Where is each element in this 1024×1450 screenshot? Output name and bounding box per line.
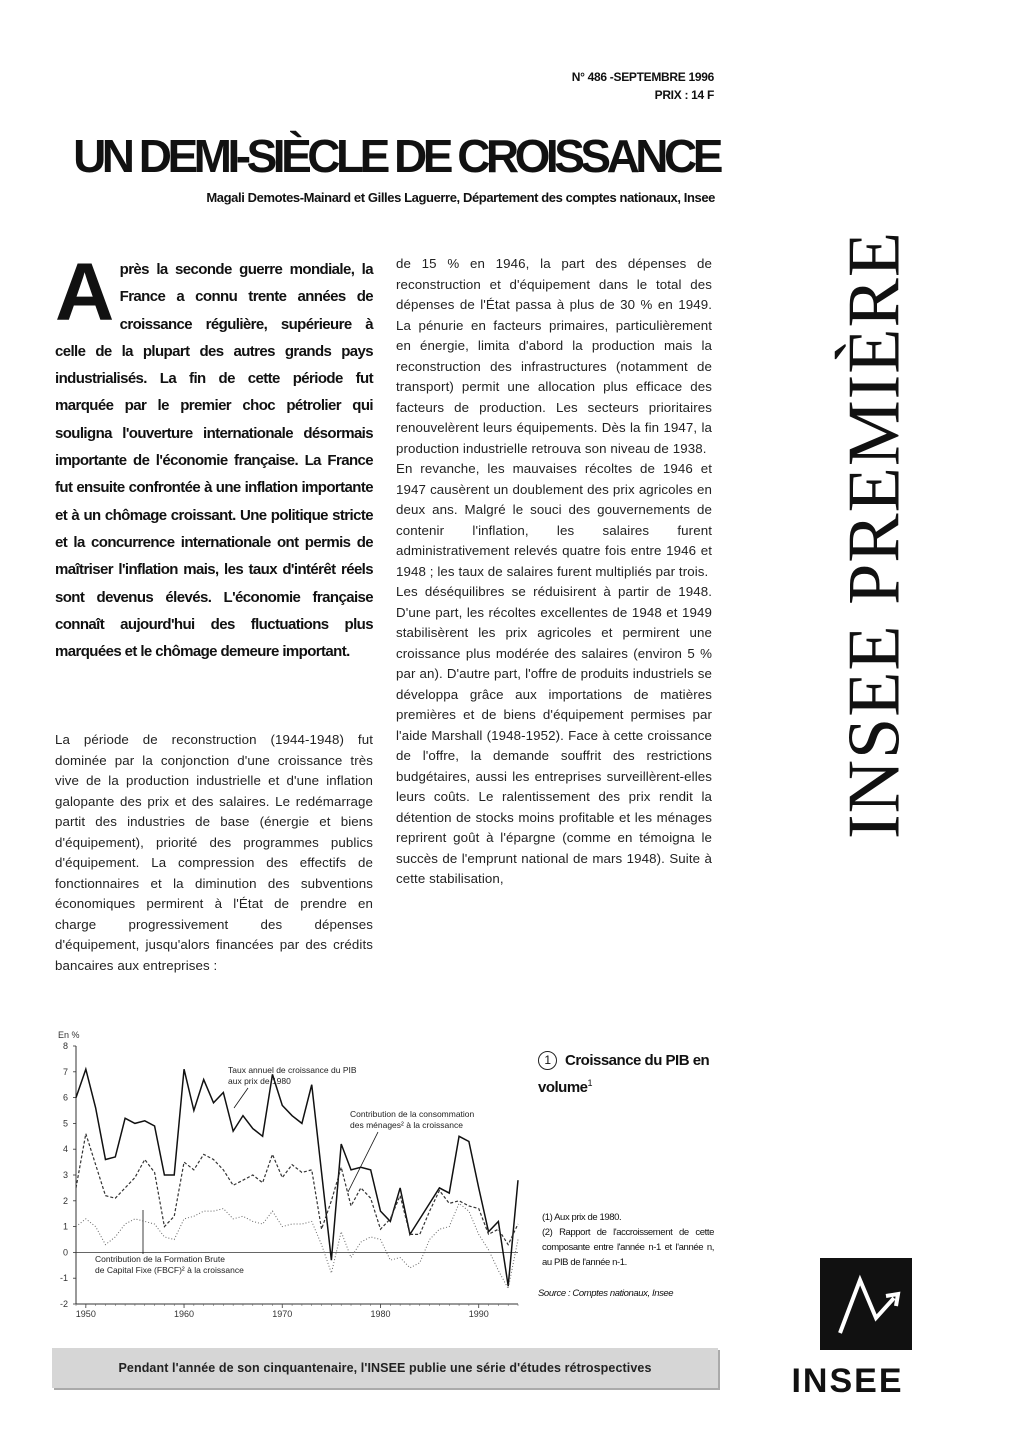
annotation-arrow bbox=[234, 1088, 248, 1108]
chart-notes bbox=[542, 1210, 714, 1270]
y-tick-label: 3 bbox=[62, 1170, 68, 1180]
body-paragraph: Les déséquilibres se réduisirent à partir de 1948. D'une part, les récoltes excellentes de 1948 et 1949 stabilisèrent les prix agricoles et permirent une croissance plus modérée des salaires (environ 5 % par an). D'autre part, l'offre de produits industriels se développa grâce aux importations de matières premières et de biens d'équipement permises par l'aide Marshall (1948-1952). Face à cette croissance de l'offre, la demande souffrit des restrictions budgétaires, aussi les entreprises surveillèrent-elles leurs coûts. Le ralentissement des prix rendit la détention de stocks moins profitable et les ménages reprirent goût à l'épargne (comme en témoigna le succès de l'emprunt national de mars 1948). Suite à cette stabilisation, bbox=[396, 584, 712, 886]
chart-note: (2) Rapport de l'accroissement de cette composante entre l'année n-1 et l'année n, au PIB de l'année n-1. bbox=[542, 1227, 714, 1268]
authors: Magali Demotes-Mainard et Gilles Laguerre, Département des comptes nationaux, Insee bbox=[206, 190, 715, 205]
series-label-fbcf: de Capital Fixe (FBCF)² à la croissance bbox=[95, 1265, 244, 1275]
y-tick-label: 0 bbox=[62, 1247, 68, 1258]
x-tick-label: 1960 bbox=[174, 1309, 195, 1319]
body-column-2 bbox=[396, 254, 712, 890]
issue-number: N° 486 -SEPTEMBRE 1996 bbox=[571, 70, 714, 84]
y-tick-label: 2 bbox=[62, 1195, 68, 1206]
lead-paragraph bbox=[55, 247, 373, 665]
body-paragraph: En revanche, les mauvaises récoltes de 1946 et 1947 causèrent un doublement des prix agricoles en deux ans. Malgré le souci des gouvernements de contenir l'inflation, les salaires furent administrativement relevés quatre fois entre 1946 et 1948 ; les taux de salaires furent multipliés par trois. bbox=[396, 461, 712, 579]
chart-title bbox=[538, 1050, 718, 1099]
chart-number: 1 bbox=[538, 1051, 557, 1070]
body-column-1 bbox=[55, 730, 373, 976]
y-axis-label: En % bbox=[58, 1030, 80, 1040]
y-tick-label: -1 bbox=[59, 1273, 68, 1284]
body-paragraph: La période de reconstruction (1944-1948) fut dominée par la conjonction d'une croissance très vive de la production industrielle et d'une inflation galopante des prix et des salaires. Le redémarrage partit des industries de base (énergie et biens d'équipement), priorité des programmes publics d'équipement. La compression des effectifs de fonctionnaires et la diminution des subventions économiques permirent à l'État de prendre en charge progressivement des dépenses d'équipement, jusqu'alors financées par des crédits bancaires aux entreprises : bbox=[55, 732, 373, 973]
logo-text: INSEE bbox=[791, 1362, 904, 1400]
body-paragraph: de 15 % en 1946, la part des dépenses de reconstruction et d'équipement dans le total des dépenses de l'État passa à plus de 30 % en 1949. La pénurie en facteurs primaires, particulièrement en énergie, limita d'abord la production mais la reconstruction des infrastructures (notamment de transport) permit une allocation plus efficace des facteurs de production. Les secteurs prioritaires renouvelèrent leurs équipements. Dès la fin 1947, la production industrielle retrouva son niveau de 1938. bbox=[396, 256, 712, 456]
y-tick-label: 5 bbox=[62, 1118, 68, 1129]
series-line-1 bbox=[76, 1134, 518, 1245]
chart-source: Source : Comptes nationaux, Insee bbox=[538, 1288, 674, 1299]
logo-emblem bbox=[820, 1258, 912, 1350]
y-tick-label: 1 bbox=[62, 1221, 68, 1232]
price: PRIX : 14 F bbox=[654, 88, 714, 102]
insee-logo bbox=[780, 1258, 915, 1400]
chart-title-text: Croissance du PIB en volume bbox=[538, 1052, 710, 1096]
x-tick-label: 1950 bbox=[75, 1309, 96, 1319]
series-title bbox=[835, 170, 915, 900]
y-tick-label: 6 bbox=[62, 1092, 68, 1103]
logo-mark-icon bbox=[820, 1258, 912, 1350]
y-tick-label: 7 bbox=[62, 1066, 68, 1077]
y-tick-label: 4 bbox=[62, 1144, 68, 1155]
y-tick-label: -2 bbox=[59, 1299, 68, 1309]
series-label-fbcf: Contribution de la Formation Brute bbox=[95, 1254, 225, 1264]
series-label-consumption: des ménages² à la croissance bbox=[350, 1120, 463, 1130]
issue-info bbox=[572, 68, 714, 104]
y-tick-label: 8 bbox=[62, 1041, 68, 1051]
chart-title-footnote: 1 bbox=[587, 1078, 593, 1088]
lead-text: près la seconde guerre mondiale, la France a connu trente années de croissance régulière, supérieure à celle de la plupart des autres grands pays industrialisés. La fin de cette période fut marquée par le premier choc pétrolier qui souligna l'ouverture internationale désormais importante de l'économie française. La France fut ensuite confrontée à une inflation importante et à un chômage croissant. Une politique stricte et la concurrence internationale ont permis de maîtriser l'inflation mais, les taux d'intérêt réels sont devenus élevés. L'économie française connaît aujourd'hui des fluctuations plus marquées et le chômage demeure important. bbox=[55, 261, 373, 661]
x-tick-label: 1970 bbox=[272, 1309, 293, 1319]
banner: Pendant l'année de son cinquantenaire, l'INSEE publie une série d'études rétrospectives bbox=[52, 1348, 718, 1388]
chart-note: (1) Aux prix de 1980. bbox=[542, 1212, 622, 1223]
series-title-text: INSEE PREMIÈRE bbox=[833, 230, 916, 840]
x-tick-label: 1990 bbox=[468, 1309, 489, 1319]
series-line-2 bbox=[76, 1203, 518, 1288]
series-label-gdp: aux prix de 1980 bbox=[228, 1076, 291, 1086]
series-label-gdp: Taux annuel de croissance du PIB bbox=[228, 1065, 357, 1075]
x-tick-label: 1980 bbox=[370, 1309, 391, 1319]
page-title: UN DEMI-SIÈCLE DE CROISSANCE bbox=[73, 130, 719, 182]
dropcap: A bbox=[55, 247, 114, 338]
chart-caption bbox=[538, 1050, 718, 1099]
gdp-growth-chart bbox=[40, 1022, 530, 1322]
series-label-consumption: Contribution de la consommation bbox=[350, 1109, 475, 1119]
